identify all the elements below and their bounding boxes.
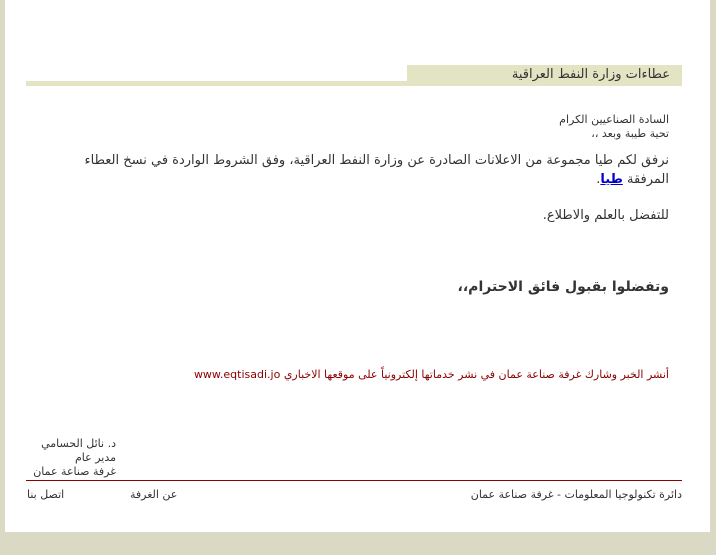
- share-notice: أنشر الخبر وشارك غرفة صناعة عمان في نشر خدماتها إلكترونياً على موقعها الاخباري www.eqtisadi.jo: [193, 368, 669, 381]
- footer-rule: [26, 480, 682, 481]
- signature-block: [0, 437, 116, 479]
- letter-body: [39, 151, 669, 189]
- salutation: السادة الصناعيين الكرام: [559, 113, 669, 126]
- signature-name: د. نائل الحسامي: [41, 437, 116, 450]
- page-title: عطاءات وزارة النفط العراقية: [407, 65, 682, 85]
- closing-text: وتفضلوا بقبول فائق الاحترام،،: [457, 279, 669, 295]
- attachment-link[interactable]: طيا: [600, 172, 623, 187]
- signature-organization: غرفة صناعة عمان: [33, 465, 116, 478]
- body-text-after-link: .: [596, 172, 601, 187]
- footer-about-link[interactable]: عن الغرفة: [130, 488, 178, 501]
- body-text-before-link: نرفق لكم طيا مجموعة من الاعلانات الصادرة عن وزارة النفط العراقية، وفق الشروط الواردة في نسخ العطاء المرفقة: [84, 153, 669, 187]
- footer-department: دائرة تكنولوجيا المعلومات - غرفة صناعة عمان: [470, 488, 682, 501]
- signature-position: مدير عام: [74, 451, 116, 464]
- greeting: تحية طيبة وبعد ،،: [591, 127, 669, 140]
- request-text: للتفضل بالعلم والاطلاع.: [542, 208, 669, 223]
- salutation-block: [369, 113, 669, 141]
- footer-contact-link[interactable]: اتصل بنا: [27, 488, 65, 501]
